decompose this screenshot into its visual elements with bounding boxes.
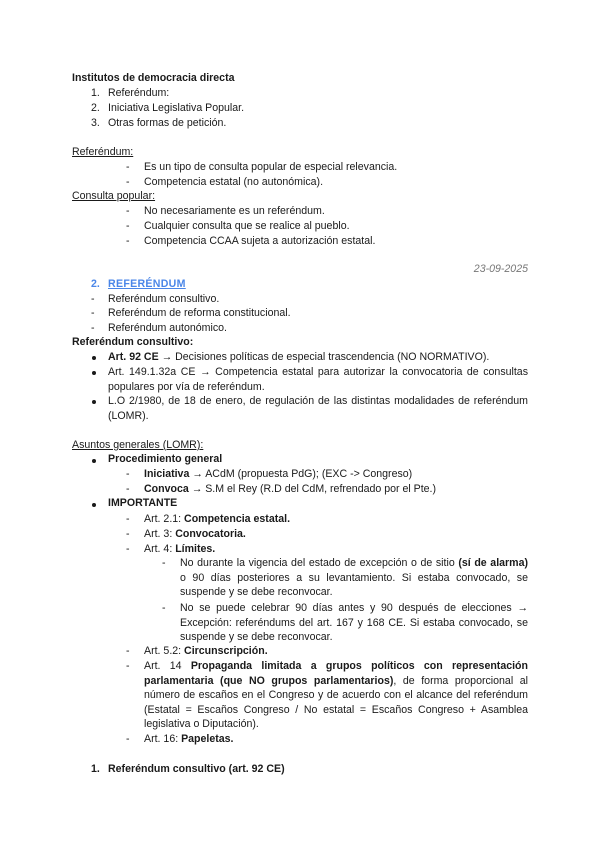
subsection-title: Referéndum consultivo: [72,336,194,348]
section-title: Institutos de democracia directa [72,72,235,84]
bullet-text: L.O 2/1980, de 18 de enero, de regulación de las distintas modalidades de referéndum (LOMR). [108,395,528,422]
list-item: No necesariamente es un referéndum. [144,205,325,217]
article-line: Art. 5.2: Circunscripción. [144,645,268,657]
convoca-line: Convoca → S.M el Rey (R.D del CdM, refrendado por el Pte.) [144,483,437,495]
article-14-text: Art. 14 Propaganda limitada a grupos políticos con representación parlamentaria (que NO grupos parlamentarios), de forma proporcional al número de escaños en el Congreso y de acuerdo con el alcance del referéndum (Estatal = Escaños Congreso / No estatal = Escaños Congreso + Asamblea legislativa o Diputación). [144,660,528,730]
list-item: Es un tipo de consulta popular de especial relevancia. [144,161,398,173]
bullet [92,356,96,360]
list-item: Referéndum autonómico. [108,322,227,334]
list-item: Otras formas de petición. [108,117,227,129]
consulta-label: Consulta popular: [72,190,156,202]
referendum-label: Referéndum: [72,146,134,158]
dash: - [126,468,130,480]
bullet [92,400,96,404]
dash: - [126,645,130,657]
section-number: 1. [91,763,100,775]
list-item: Iniciativa Legislativa Popular. [108,102,245,114]
dash: - [126,513,130,525]
dash: - [91,322,95,334]
iniciativa-line: Iniciativa → ACdM (propuesta PdG); (EXC -> Congreso) [144,468,413,480]
list-item: Cualquier consulta que se realice al pueblo. [144,220,350,232]
dash: - [126,733,130,745]
dash: - [162,557,166,569]
article-line: Art. 2.1: Competencia estatal. [144,513,291,525]
list-number: 2. [91,102,100,114]
dash: - [126,235,130,247]
dash: - [126,528,130,540]
dash: - [126,660,130,672]
bullet [92,503,96,507]
limit-text: No durante la vigencia del estado de excepción o de sitio (sí de alarma) o 90 días posteriores a su levantamiento. Si estaba convocado, se suspende y se debe reconvocar. [180,557,528,598]
article-line: Art. 3: Convocatoria. [144,528,246,540]
dash: - [126,543,130,555]
procedimiento-heading: Procedimiento general [108,453,223,465]
importante-heading: IMPORTANTE [108,497,178,509]
list-item: Referéndum: [108,87,170,99]
limit-text: No se puede celebrar 90 días antes y 90 después de elecciones → Excepción: referéndums del art. 167 y 168 CE. Si estaba convocado, se suspende y se debe reconvocar. [180,602,528,643]
date: 23-09-2025 [473,263,528,275]
list-number: 3. [91,117,100,129]
section-heading: REFERÉNDUM [108,278,186,290]
dash: - [91,293,95,305]
dash: - [126,161,130,173]
list-item: Referéndum de reforma constitucional. [108,307,291,319]
bullet-text: Art. 149.1.32a CE → Competencia estatal para autorizar la convocatoria de consultas populares por vía de referéndum. [108,366,528,393]
list-item: Referéndum consultivo. [108,293,220,305]
article-line: Art. 16: Papeletas. [144,733,234,745]
list-item: Competencia CCAA sujeta a autorización estatal. [144,235,376,247]
dash: - [91,307,95,319]
dash: - [126,483,130,495]
list-item: Competencia estatal (no autonómica). [144,176,324,188]
article-line: Art. 4: Límites. [144,543,216,555]
section-heading: Referéndum consultivo (art. 92 CE) [108,763,285,775]
bullet [92,371,96,375]
bullet [92,459,96,463]
section-number: 2. [91,278,100,290]
list-number: 1. [91,87,100,99]
dash: - [126,205,130,217]
dash: - [126,220,130,232]
dash: - [126,176,130,188]
dash: - [162,602,166,614]
bullet-text: Art. 92 CE → Decisiones políticas de especial trascendencia (NO NORMATIVO). [108,351,490,363]
asuntos-label: Asuntos generales (LOMR): [72,439,204,451]
